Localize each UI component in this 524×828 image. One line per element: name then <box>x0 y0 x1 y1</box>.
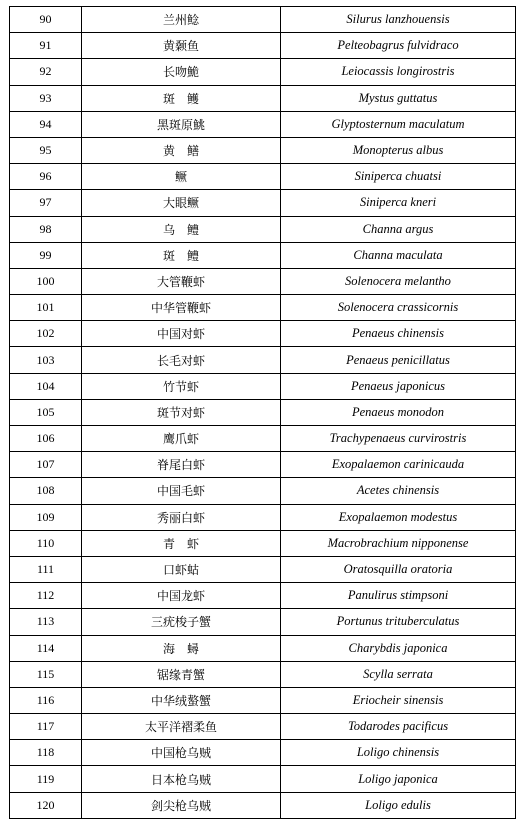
table-row <box>10 452 516 478</box>
chinese-name-cell: 中国毛虾 <box>82 478 281 504</box>
row-number-cell: 104 <box>10 373 82 399</box>
row-number-cell: 97 <box>10 190 82 216</box>
scientific-name-cell: Solenocera crassicornis <box>281 295 516 321</box>
row-number-cell: 91 <box>10 33 82 59</box>
scientific-name-cell: Loligo japonica <box>281 766 516 792</box>
scientific-name-cell: Panulirus stimpsoni <box>281 583 516 609</box>
scientific-name-cell: Silurus lanzhouensis <box>281 7 516 33</box>
scientific-name-cell: Penaeus japonicus <box>281 373 516 399</box>
chinese-name-cell: 秀丽白虾 <box>82 504 281 530</box>
chinese-name-cell: 三疣梭子蟹 <box>82 609 281 635</box>
chinese-name-cell: 大管鞭虾 <box>82 268 281 294</box>
row-number-cell: 107 <box>10 452 82 478</box>
scientific-name-cell: Exopalaemon modestus <box>281 504 516 530</box>
row-number-cell: 119 <box>10 766 82 792</box>
row-number-cell: 90 <box>10 7 82 33</box>
chinese-name-cell: 中国龙虾 <box>82 583 281 609</box>
chinese-name-cell: 中国对虾 <box>82 321 281 347</box>
row-number-cell: 92 <box>10 59 82 85</box>
species-table <box>9 6 516 819</box>
table-row <box>10 216 516 242</box>
scientific-name-cell: Loligo edulis <box>281 792 516 818</box>
scientific-name-cell: Channa argus <box>281 216 516 242</box>
row-number-cell: 110 <box>10 530 82 556</box>
row-number-cell: 120 <box>10 792 82 818</box>
chinese-name-cell: 斑节对虾 <box>82 399 281 425</box>
row-number-cell: 113 <box>10 609 82 635</box>
scientific-name-cell: Charybdis japonica <box>281 635 516 661</box>
table-row <box>10 59 516 85</box>
table-row <box>10 295 516 321</box>
table-row <box>10 792 516 818</box>
table-row <box>10 399 516 425</box>
row-number-cell: 94 <box>10 111 82 137</box>
chinese-name-cell: 长吻鮠 <box>82 59 281 85</box>
table-row <box>10 635 516 661</box>
scientific-name-cell: Leiocassis longirostris <box>281 59 516 85</box>
row-number-cell: 102 <box>10 321 82 347</box>
table-row <box>10 583 516 609</box>
row-number-cell: 103 <box>10 347 82 373</box>
document-page <box>9 6 516 819</box>
table-row <box>10 164 516 190</box>
chinese-name-cell: 兰州鲶 <box>82 7 281 33</box>
chinese-name-cell: 黑斑原鮡 <box>82 111 281 137</box>
table-row <box>10 609 516 635</box>
table-row <box>10 426 516 452</box>
chinese-name-cell: 青 虾 <box>82 530 281 556</box>
chinese-name-cell: 斑 鳠 <box>82 85 281 111</box>
table-row <box>10 190 516 216</box>
chinese-name-cell: 中华管鞭虾 <box>82 295 281 321</box>
chinese-name-cell: 大眼鳜 <box>82 190 281 216</box>
scientific-name-cell: Pelteobagrus fulvidraco <box>281 33 516 59</box>
row-number-cell: 114 <box>10 635 82 661</box>
scientific-name-cell: Portunus trituberculatus <box>281 609 516 635</box>
scientific-name-cell: Channa maculata <box>281 242 516 268</box>
row-number-cell: 105 <box>10 399 82 425</box>
row-number-cell: 98 <box>10 216 82 242</box>
table-row <box>10 242 516 268</box>
table-row <box>10 347 516 373</box>
row-number-cell: 95 <box>10 137 82 163</box>
row-number-cell: 115 <box>10 661 82 687</box>
scientific-name-cell: Monopterus albus <box>281 137 516 163</box>
table-row <box>10 661 516 687</box>
scientific-name-cell: Penaeus chinensis <box>281 321 516 347</box>
scientific-name-cell: Penaeus penicillatus <box>281 347 516 373</box>
chinese-name-cell: 太平洋褶柔鱼 <box>82 714 281 740</box>
scientific-name-cell: Solenocera melantho <box>281 268 516 294</box>
row-number-cell: 118 <box>10 740 82 766</box>
row-number-cell: 117 <box>10 714 82 740</box>
chinese-name-cell: 鳜 <box>82 164 281 190</box>
table-row <box>10 7 516 33</box>
row-number-cell: 96 <box>10 164 82 190</box>
scientific-name-cell: Eriocheir sinensis <box>281 687 516 713</box>
scientific-name-cell: Todarodes pacificus <box>281 714 516 740</box>
table-row <box>10 85 516 111</box>
scientific-name-cell: Trachypenaeus curvirostris <box>281 426 516 452</box>
row-number-cell: 116 <box>10 687 82 713</box>
scientific-name-cell: Macrobrachium nipponense <box>281 530 516 556</box>
chinese-name-cell: 海 蟳 <box>82 635 281 661</box>
chinese-name-cell: 乌 鳢 <box>82 216 281 242</box>
row-number-cell: 108 <box>10 478 82 504</box>
table-row <box>10 478 516 504</box>
chinese-name-cell: 竹节虾 <box>82 373 281 399</box>
scientific-name-cell: Oratosquilla oratoria <box>281 556 516 582</box>
chinese-name-cell: 脊尾白虾 <box>82 452 281 478</box>
table-row <box>10 556 516 582</box>
table-row <box>10 373 516 399</box>
chinese-name-cell: 中国枪乌贼 <box>82 740 281 766</box>
scientific-name-cell: Acetes chinensis <box>281 478 516 504</box>
chinese-name-cell: 日本枪乌贼 <box>82 766 281 792</box>
species-table-body <box>10 7 516 819</box>
row-number-cell: 99 <box>10 242 82 268</box>
row-number-cell: 112 <box>10 583 82 609</box>
scientific-name-cell: Scylla serrata <box>281 661 516 687</box>
chinese-name-cell: 鹰爪虾 <box>82 426 281 452</box>
table-row <box>10 740 516 766</box>
table-row <box>10 766 516 792</box>
table-row <box>10 33 516 59</box>
scientific-name-cell: Siniperca kneri <box>281 190 516 216</box>
row-number-cell: 106 <box>10 426 82 452</box>
chinese-name-cell: 口虾蛄 <box>82 556 281 582</box>
scientific-name-cell: Mystus guttatus <box>281 85 516 111</box>
table-row <box>10 111 516 137</box>
table-row <box>10 687 516 713</box>
row-number-cell: 93 <box>10 85 82 111</box>
table-row <box>10 504 516 530</box>
scientific-name-cell: Exopalaemon carinicauda <box>281 452 516 478</box>
scientific-name-cell: Glyptosternum maculatum <box>281 111 516 137</box>
chinese-name-cell: 剑尖枪乌贼 <box>82 792 281 818</box>
chinese-name-cell: 黄 鳝 <box>82 137 281 163</box>
chinese-name-cell: 黄颡鱼 <box>82 33 281 59</box>
chinese-name-cell: 斑 鳢 <box>82 242 281 268</box>
scientific-name-cell: Penaeus monodon <box>281 399 516 425</box>
chinese-name-cell: 中华绒螯蟹 <box>82 687 281 713</box>
scientific-name-cell: Loligo chinensis <box>281 740 516 766</box>
row-number-cell: 100 <box>10 268 82 294</box>
row-number-cell: 111 <box>10 556 82 582</box>
table-row <box>10 137 516 163</box>
chinese-name-cell: 长毛对虾 <box>82 347 281 373</box>
chinese-name-cell: 锯缘青蟹 <box>82 661 281 687</box>
row-number-cell: 101 <box>10 295 82 321</box>
table-row <box>10 268 516 294</box>
table-row <box>10 714 516 740</box>
table-row <box>10 321 516 347</box>
table-row <box>10 530 516 556</box>
scientific-name-cell: Siniperca chuatsi <box>281 164 516 190</box>
row-number-cell: 109 <box>10 504 82 530</box>
